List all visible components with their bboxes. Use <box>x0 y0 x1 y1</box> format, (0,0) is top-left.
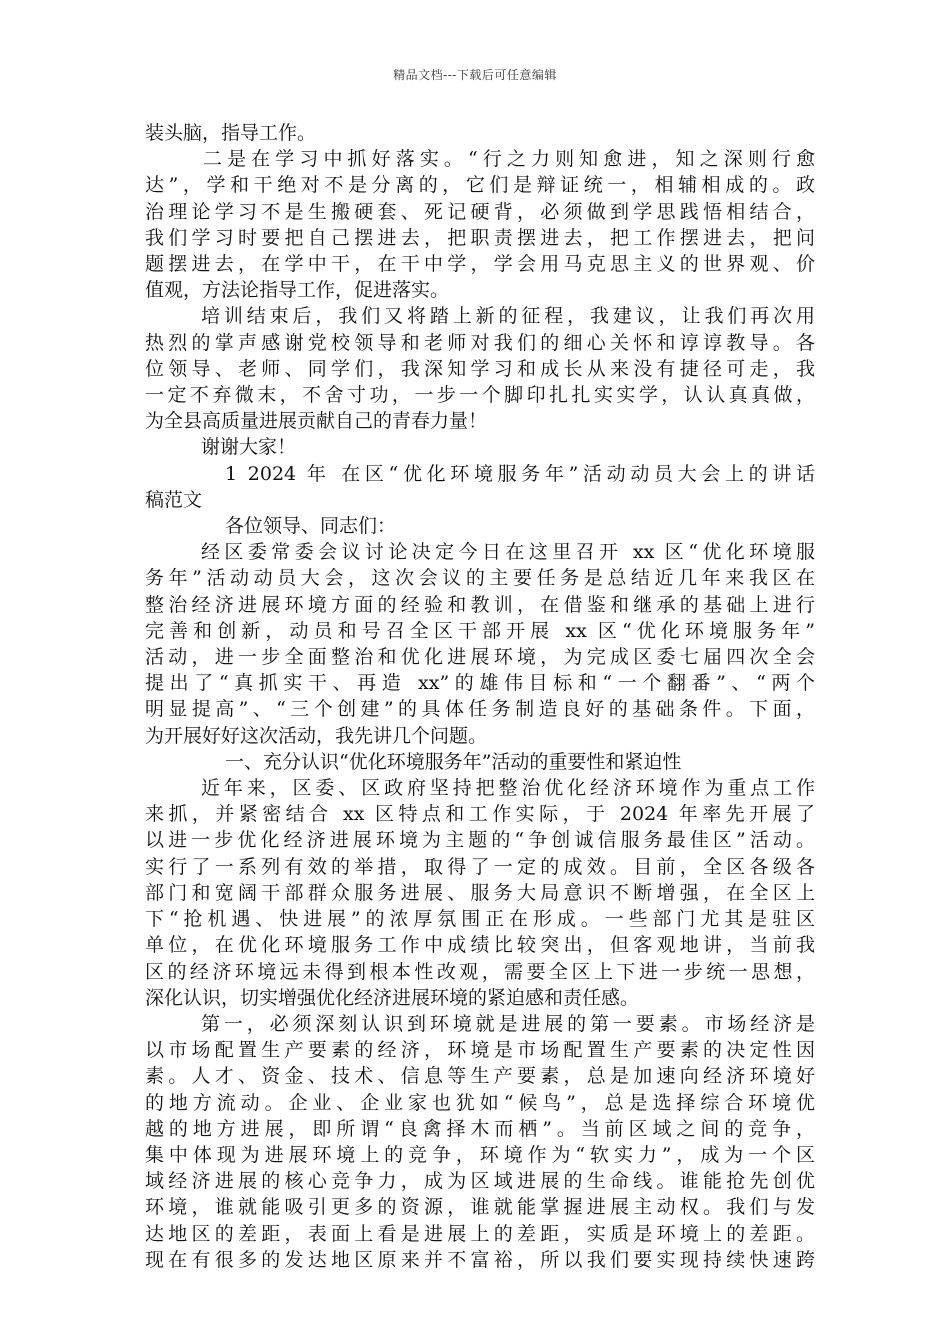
text-line: 部门和宽阔干部群众服务进展、服务大局意识不断增强，在全区上 <box>145 881 815 904</box>
salutation: 各位领导、同志们： <box>225 515 397 538</box>
text-line: 以市场配置生产要素的经济，环境是市场配置生产要素的决定性因 <box>145 1039 815 1062</box>
text-line: 值观，方法论指导工作，促进落实。 <box>145 279 450 302</box>
text-line: 域经济进展的核心竞争力，成为区域进展的生命线。谁能抢先创优 <box>145 1170 815 1193</box>
text-line: 以进一步优化经济进展环境为主题的“争创诚信服务最佳区”活动。 <box>145 829 815 852</box>
text-line: 活动，进一步全面整治和优化进展环境，为完成区委七届四次全会 <box>145 646 815 669</box>
text-line: 越的地方进展，即所谓“良禽择木而栖”。当前区域之间的竞争， <box>145 1117 815 1140</box>
text-line: 热烈的掌声感谢党校领导和老师对我们的细心关怀和谆谆教导。各 <box>145 331 815 354</box>
text-line: 完善和创新，动员和号召全区干部开展 xx 区“优化环境服务年” <box>145 619 815 642</box>
text-line: 为全县高质量进展贡献自己的青春力量！ <box>145 410 488 433</box>
text-line: 区的经济环境远未得到根本性改观，需要全区上下进一步统一思想， <box>145 960 815 983</box>
text-line: 环境，谁就能吸引更多的资源，谁就能掌握进展主动权。我们与发 <box>145 1196 815 1219</box>
text-line: 素。人才、资金、技术、信息等生产要素，总是加速向经济环境好 <box>145 1065 815 1088</box>
text-line: 深化认识，切实增强优化经济进展环境的紧迫感和责任感。 <box>145 986 640 1009</box>
text-line: 提出了“真抓实干、再造 xx”的雄伟目标和“一个翻番”、“两个 <box>145 672 815 695</box>
text-line: 近年来，区委、区政府坚持把整治优化经济环境作为重点工作 <box>201 777 815 800</box>
document-body <box>145 120 815 1273</box>
text-line: 下“抢机遇、快进展”的浓厚氛围正在形成。一些部门尤其是驻区 <box>145 908 815 931</box>
text-line: 单位，在优化环境服务工作中成绩比较突出，但客观地讲，当前我 <box>145 934 815 957</box>
text-line: 治理论学习不是生搬硬套、死记硬背，必须做到学思践悟相结合， <box>145 200 815 223</box>
text-line: 谢谢大家！ <box>201 436 297 459</box>
text-line: 达地区的差距，表面上看是进展上的差距，实质是环境上的差距。 <box>145 1222 815 1245</box>
text-line: 我们学习时要把自己摆进去，把职责摆进去，把工作摆进去，把问 <box>145 226 815 249</box>
text-line: 第一，必须深刻认识到环境就是进展的第一要素。市场经济是 <box>201 1012 815 1035</box>
text-line: 明显提高”、“三个创建”的具体任务制造良好的基础条件。下面， <box>145 698 815 721</box>
text-line: 达”，学和干绝对不是分离的，它们是辩证统一，相辅相成的。政 <box>145 174 815 197</box>
text-line: 现在有很多的发达地区原来并不富裕，所以我们要实现持续快速跨 <box>145 1248 815 1271</box>
text-line: 位领导、老师、同学们，我深知学习和成长从来没有捷径可走，我 <box>145 357 815 380</box>
text-line: 务年”活动动员大会，这次会议的主要任务是总结近几年来我区在 <box>145 567 815 590</box>
subsection-heading: 一、充分认识“优化环境服务年”活动的重要性和紧迫性 <box>225 750 682 773</box>
text-line: 实行了一系列有效的举措，取得了一定的成效。目前，全区各级各 <box>145 855 815 878</box>
text-line: 装头脑，指导工作。 <box>145 122 317 144</box>
page-header: 精品文档---下载后可任意编辑 <box>393 68 557 82</box>
text-line: 整治经济进展环境方面的经验和教训，在借鉴和继承的基础上进行 <box>145 593 815 616</box>
text-line: 经区委常委会议讨论决定今日在这里召开 xx 区“优化环境服 <box>201 541 815 564</box>
text-line: 来抓，并紧密结合 xx 区特点和工作实际，于 2024 年率先开展了 <box>145 803 815 826</box>
section-heading: 稿范文 <box>145 488 203 511</box>
text-line: 的地方流动。企业、企业家也犹如“候鸟”，总是选择综合环境优 <box>145 1091 815 1114</box>
section-heading: 1 2024 年 在区“优化环境服务年”活动动员大会上的讲话 <box>225 462 815 485</box>
text-line: 题摆进去，在学中干，在干中学，学会用马克思主义的世界观、价 <box>145 253 815 276</box>
text-line: 一定不弃微末，不舍寸功，一步一个脚印扎扎实实学，认认真真做， <box>145 384 815 407</box>
text-line: 培训结束后，我们又将踏上新的征程，我建议，让我们再次用 <box>201 305 815 328</box>
text-line: 二是在学习中抓好落实。“行之力则知愈进，知之深则行愈 <box>203 148 815 171</box>
text-line: 集中体现为进展环境上的竞争，环境作为“软实力”，成为一个区 <box>145 1143 815 1166</box>
text-line: 为开展好好这次活动，我先讲几个问题。 <box>145 724 488 747</box>
